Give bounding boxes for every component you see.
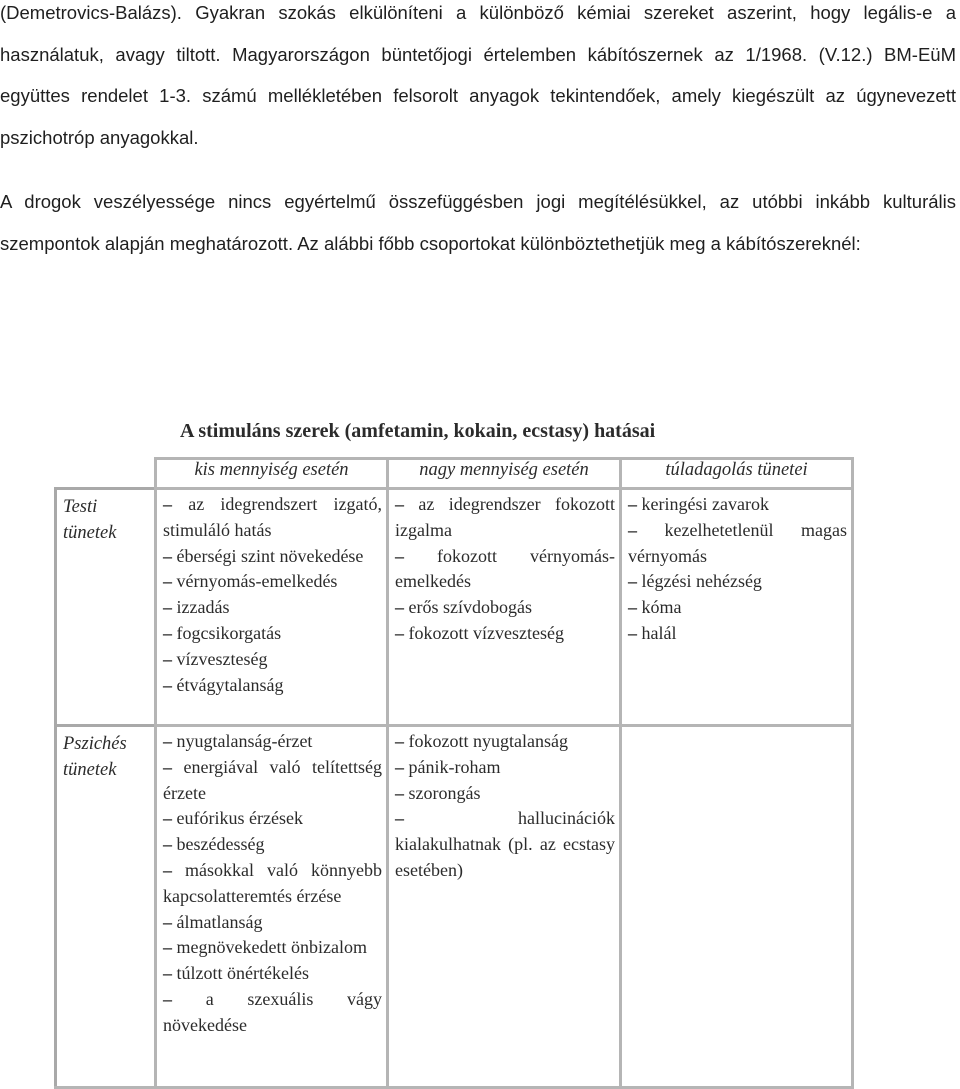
row-category: Testi tünetek [56,489,156,726]
list-item: – fokozott vízveszteség [395,621,615,647]
list-item: – keringési zavarok [628,492,847,518]
list-item: – másokkal való könnyebb kapcsolatteremtés érzése [163,858,382,910]
cell-physical-small [156,489,388,726]
list-item: – pánik-roham [395,755,615,781]
cell-physical-overdose [621,489,853,726]
list-item: – energiával való telítettség érzete [163,755,382,807]
cell-psychic-small [156,726,388,1088]
stimulant-effects-table [54,457,854,1089]
list-item: – halál [628,621,847,647]
list-item: – étvágytalanság [163,673,382,699]
list-item: – álmatlanság [163,910,382,936]
list-item: – szorongás [395,781,615,807]
list-item: – fokozott vérnyomás-emelkedés [395,544,615,596]
row-category: Pszichés tünetek [56,726,156,1088]
table-title: A stimuláns szerek (amfetamin, kokain, ecstasy) hatásai [180,420,656,442]
list-item: – eufórikus érzések [163,806,382,832]
list-item: – túlzott önértékelés [163,961,382,987]
list-item: – az idegrendszer fokozott izgalma [395,492,615,544]
cell-psychic-overdose [621,726,853,1088]
list-item: – az idegrendszert izgató, stimuláló hatás [163,492,382,544]
cell-psychic-large [388,726,621,1088]
list-item: – fokozott nyugtalanság [395,729,615,755]
list-item: – kóma [628,595,847,621]
list-item: – hallucinációk kialakulhatnak (pl. az ecstasy esetében) [395,806,615,883]
header-blank [56,459,156,489]
cell-physical-large [388,489,621,726]
list-item: – erős szívdobogás [395,595,615,621]
list-item: – légzési nehézség [628,569,847,595]
list-item: – beszédesség [163,832,382,858]
list-item: – vízveszteség [163,647,382,673]
intro-paragraph: (Demetrovics-Balázs). Gyakran szokás elkülöníteni a különböző kémiai szereket aszerint, hogy legális-e a használatuk, avagy tiltott. Magyarországon büntetőjogi értelemben kábítószernek az 1/1968. (V.12.) BM-EüM együttes rendelet 1-3. számú mellékletében felsorolt anyagok tekintendőek, amely kiegészült az úgynevezett pszichotróp anyagokkal. [0,2,956,148]
list-item: – vérnyomás-emelkedés [163,569,382,595]
list-item: – éberségi szint növekedése [163,544,382,570]
table-row [56,726,853,1088]
header-overdose: túladagolás tünetei [621,459,853,489]
header-small-dose: kis mennyiség esetén [156,459,388,489]
table-row [56,489,853,726]
list-item: – megnövekedett önbizalom [163,935,382,961]
list-item: – kezelhetetlenül magas vérnyomás [628,518,847,570]
list-item: – fogcsikorgatás [163,621,382,647]
list-item: – nyugtalanság-érzet [163,729,382,755]
groups-paragraph: A drogok veszélyessége nincs egyértelmű összefüggésben jogi megítélésükkel, az utóbbi inkább kulturális szempontok alapján meghatározott. Az alábbi főbb csoportokat különböztethetjük meg a kábítószereknél: [0,191,956,254]
list-item: – izzadás [163,595,382,621]
list-item: – a szexuális vágy növekedése [163,987,382,1039]
header-large-dose: nagy mennyiség esetén [388,459,621,489]
